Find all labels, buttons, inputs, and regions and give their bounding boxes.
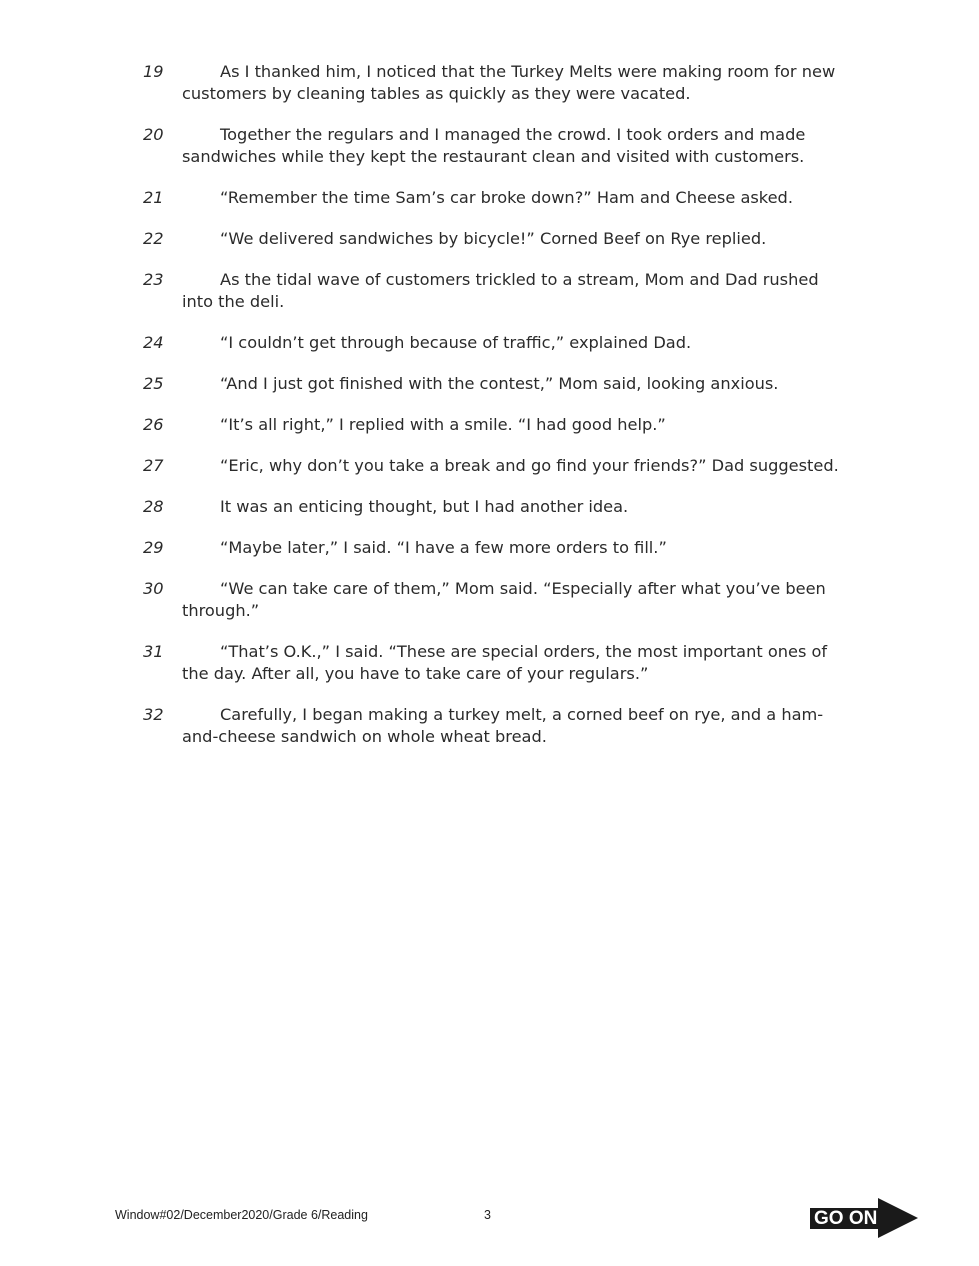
- paragraph-text: “Maybe later,” I said. “I have a few more orders to fill.”: [220, 538, 667, 557]
- paragraph-number: 25: [143, 374, 164, 393]
- footer-document-id: Window#02/December2020/Grade 6/Reading: [115, 1208, 368, 1222]
- paragraph-21: [143, 187, 843, 209]
- paragraph-24: [143, 332, 843, 354]
- right-arrow-icon: [878, 1198, 918, 1238]
- paragraph-number: 22: [143, 229, 164, 248]
- paragraph-20: [143, 124, 843, 168]
- paragraph-number: 28: [143, 497, 164, 516]
- paragraph-number: 20: [143, 125, 164, 144]
- paragraph-30: [143, 578, 843, 622]
- paragraph-22: [143, 228, 843, 250]
- paragraph-31: [143, 641, 843, 685]
- paragraph-text: “We delivered sandwiches by bicycle!” Corned Beef on Rye replied.: [220, 229, 767, 248]
- page-number: 3: [484, 1208, 491, 1222]
- paragraph-19: [143, 61, 843, 105]
- paragraph-text: “Eric, why don’t you take a break and go find your friends?” Dad suggested.: [220, 456, 839, 475]
- paragraph-number: 23: [143, 270, 164, 289]
- paragraph-number: 29: [143, 538, 164, 557]
- reading-passage: [143, 61, 843, 767]
- paragraph-text: “And I just got finished with the contest,” Mom said, looking anxious.: [220, 374, 779, 393]
- paragraph-number: 27: [143, 456, 164, 475]
- paragraph-number: 30: [143, 579, 164, 598]
- paragraph-text: “I couldn’t get through because of traffic,” explained Dad.: [220, 333, 692, 352]
- paragraph-32: [143, 704, 843, 748]
- paragraph-28: [143, 496, 843, 518]
- paragraph-text: It was an enticing thought, but I had another idea.: [220, 497, 629, 516]
- go-on-indicator: [810, 1198, 920, 1238]
- paragraph-number: 26: [143, 415, 164, 434]
- paragraph-text: As I thanked him, I noticed that the Turkey Melts were making room for new customers by cleaning tables as quickly as they were vacated.: [182, 62, 836, 103]
- go-on-label: GO ON: [810, 1208, 883, 1229]
- paragraph-number: 19: [143, 62, 164, 81]
- paragraph-number: 24: [143, 333, 164, 352]
- paragraph-number: 32: [143, 705, 164, 724]
- paragraph-number: 21: [143, 188, 164, 207]
- paragraph-number: 31: [143, 642, 164, 661]
- paragraph-text: Together the regulars and I managed the crowd. I took orders and made sandwiches while they kept the restaurant clean and visited with customers.: [182, 125, 806, 166]
- paragraph-text: “It’s all right,” I replied with a smile. “I had good help.”: [220, 415, 666, 434]
- paragraph-29: [143, 537, 843, 559]
- paragraph-23: [143, 269, 843, 313]
- paragraph-text: “We can take care of them,” Mom said. “Especially after what you’ve been through.”: [182, 579, 826, 620]
- paragraph-text: As the tidal wave of customers trickled to a stream, Mom and Dad rushed into the deli.: [182, 270, 819, 311]
- paragraph-text: Carefully, I began making a turkey melt, a corned beef on rye, and a ham-and-cheese sandwich on whole wheat bread.: [182, 705, 824, 746]
- paragraph-text: “Remember the time Sam’s car broke down?” Ham and Cheese asked.: [220, 188, 793, 207]
- paragraph-text: “That’s O.K.,” I said. “These are special orders, the most important ones of the day. After all, you have to take care of your regulars.”: [182, 642, 828, 683]
- paragraph-27: [143, 455, 843, 477]
- paragraph-25: [143, 373, 843, 395]
- paragraph-26: [143, 414, 843, 436]
